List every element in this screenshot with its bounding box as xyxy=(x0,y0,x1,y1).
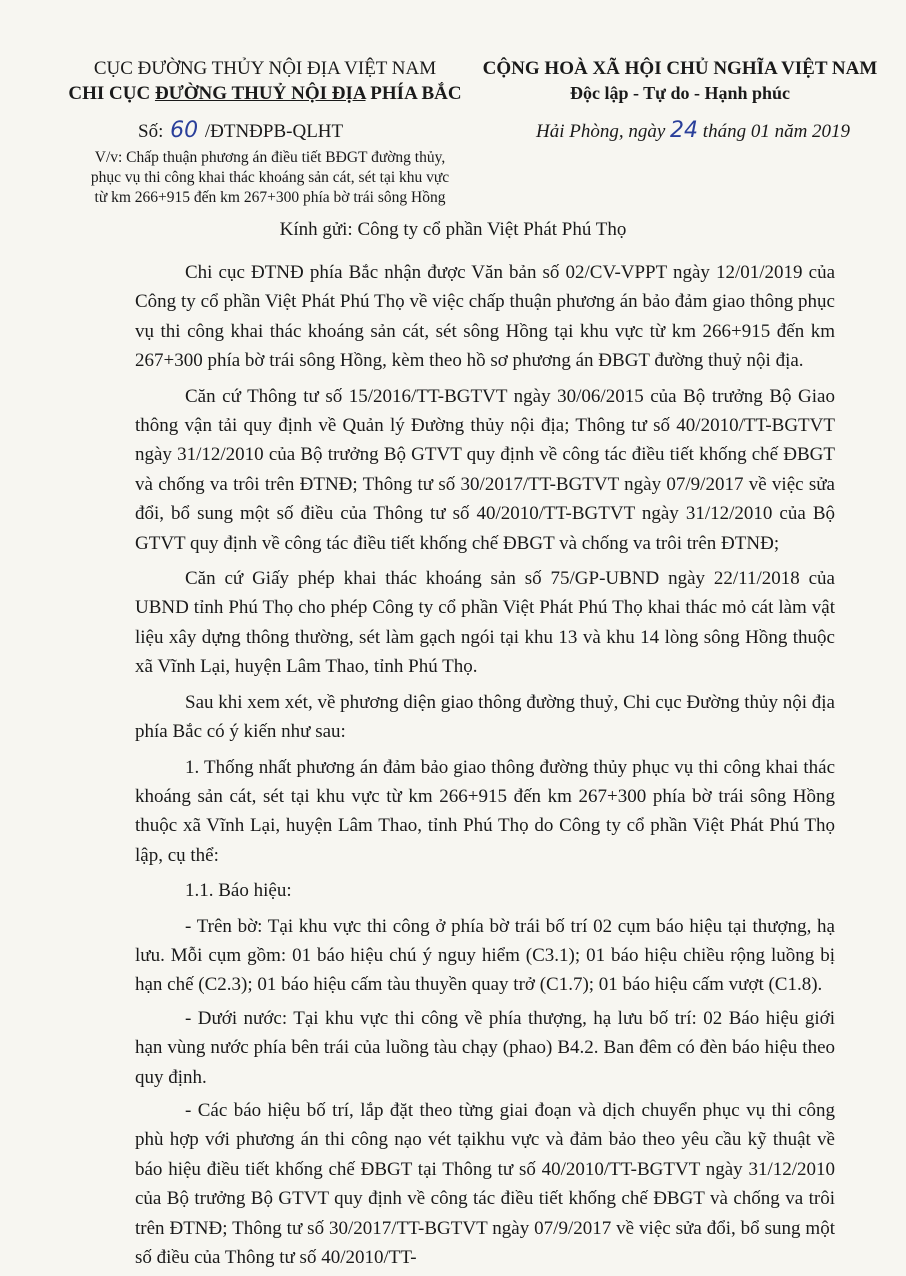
place-date-prefix: Hải Phòng, ngày xyxy=(536,121,671,142)
issuing-office-underlined: ĐƯỜNG THUỶ NỘI ĐỊA xyxy=(154,83,366,104)
parent-agency: CỤC ĐƯỜNG THỦY NỘI ĐỊA VIỆT NAM xyxy=(93,58,437,79)
paragraph-underwater-signs: - Dưới nước: Tại khu vực thi công về phía thượng, hạ lưu bố trí: 02 Báo hiệu giới hạn vùng nước phía bên trái của luồng tàu chạy (phao) B4.2. Ban đêm có đèn báo hiệu theo quy định. xyxy=(135,1007,835,1088)
subject-line-3: từ km 266+915 đến km 267+300 phía bờ trái sông Hồng xyxy=(94,189,446,206)
issuing-office xyxy=(40,81,490,106)
document-number-handwritten: 60 xyxy=(170,118,199,143)
recipient: Kính gửi: Công ty cổ phần Việt Phát Phú Thọ xyxy=(279,219,627,240)
document-number-suffix: /ĐTNĐPB-QLHT xyxy=(200,121,344,142)
issuing-office-suffix: PHÍA BẮC xyxy=(365,83,462,104)
paragraph-legal-basis-2: Căn cứ Giấy phép khai thác khoáng sản số 75/GP-UBND ngày 22/11/2018 của UBND tỉnh Phú Thọ cho phép Công ty cổ phần Việt Phát Phú Thọ khai thác mỏ cát làm vật liệu xây dựng thông thường, sét làm gạch ngói tại khu 13 và khu 14 lòng sông Hồng thuộc xã Vĩnh Lại, huyện Lâm Thao, tỉnh Phú Thọ. xyxy=(135,568,835,678)
place-and-date xyxy=(536,118,850,143)
day-handwritten: 24 xyxy=(670,118,699,143)
paragraph-sign-installation: - Các báo hiệu bố trí, lắp đặt theo từng giai đoạn và dịch chuyển phục vụ thi công phù hợp với phương án thi công nạo vét tạikhu vực và đảm bảo theo yêu cầu kỹ thuật về báo hiệu điều tiết khống chế ĐBGT tại Thông tư số 40/2010/TT-BGTVT ngày 31/12/2010 của Bộ trưởng Bộ GTVT quy định về công tác điều tiết khống chế ĐBGT và chống va trôi trên ĐTNĐ; Thông tư số 30/2017/TT-BGTVT ngày 07/9/2017 về việc sửa đổi, bổ sung một số điều của Thông tư số 40/2010/TT- xyxy=(135,1099,835,1268)
subject-line-1: V/v: Chấp thuận phương án điều tiết BĐGT đường thủy, xyxy=(94,149,446,166)
paragraph-onshore-signs: - Trên bờ: Tại khu vực thi công ở phía bờ trái bố trí 02 cụm báo hiệu tại thượng, hạ lưu. Mỗi cụm gồm: 01 báo hiệu chú ý nguy hiểm (C3.1); 01 báo hiệu chiều rộng luồng bị hạn chế (C2.3); 01 báo hiệu cấm tàu thuyền quay trở (C1.7); 01 báo hiệu cấm vượt (C1.8). xyxy=(135,915,835,996)
document-number xyxy=(138,118,343,143)
issuing-office-prefix: CHI CỤC xyxy=(68,83,155,104)
paragraph-legal-basis-1: Căn cứ Thông tư số 15/2016/TT-BGTVT ngày 30/06/2015 của Bộ trưởng Bộ Giao thông vận tải quy định về Quản lý Đường thủy nội địa; Thông tư số 40/2010/TT-BGTVT ngày 31/12/2010 của Bộ trưởng Bộ GTVT quy định về công tác điều tiết khống chế ĐBGT và chống va trôi trên ĐTNĐ; Thông tư số 30/2017/TT-BGTVT ngày 07/9/2017 về việc sửa đổi, bổ sung một số điều của Thông tư số 40/2010/TT-BGTVT ngày 31/12/2010 của Bộ GTVT quy định về công tác điều tiết khống chế ĐBGT và chống va trôi trên ĐTNĐ; xyxy=(135,385,835,554)
national-motto: Độc lập - Tự do - Hạnh phúc xyxy=(569,83,791,103)
subject-line-2: phục vụ thi công khai thác khoáng sản cát, sét tại khu vực xyxy=(90,169,450,186)
subject-line xyxy=(60,148,480,208)
paragraph-item-1: 1. Thống nhất phương án đảm bảo giao thông đường thủy phục vụ thi công khai thác khoáng sản cát, sét tại khu vực từ km 266+915 đến km 267+300 phía bờ trái sông Hồng thuộc xã Vĩnh Lại, huyện Lâm Thao, tỉnh Phú Thọ do Công ty cổ phần Việt Phát Phú Thọ lập, cụ thể: xyxy=(135,756,835,866)
place-date-suffix: tháng 01 năm 2019 xyxy=(698,121,851,142)
national-header xyxy=(480,56,880,106)
document-number-prefix: Số: xyxy=(138,121,169,142)
issuing-agency xyxy=(40,56,490,106)
paragraph-receipt: Chi cục ĐTNĐ phía Bắc nhận được Văn bản số 02/CV-VPPT ngày 12/01/2019 của Công ty cổ phần Việt Phát Phú Thọ về việc chấp thuận phương án bảo đảm giao thông phục vụ thi công khai thác khoáng sản cát, sét sông Hồng tại khu vực từ km 266+915 đến km 267+300 phía bờ trái sông Hồng, kèm theo hồ sơ phương án ĐBGT đường thuỷ nội địa. xyxy=(135,262,835,372)
paragraph-item-1-1: 1.1. Báo hiệu: xyxy=(185,880,292,902)
paragraph-opinion: Sau khi xem xét, về phương diện giao thông đường thuỷ, Chi cục Đường thủy nội địa phía Bắc có ý kiến như sau: xyxy=(135,691,835,743)
document-body xyxy=(135,258,835,1276)
country-name: CỘNG HOÀ XÃ HỘI CHỦ NGHĨA VIỆT NAM xyxy=(482,58,878,79)
